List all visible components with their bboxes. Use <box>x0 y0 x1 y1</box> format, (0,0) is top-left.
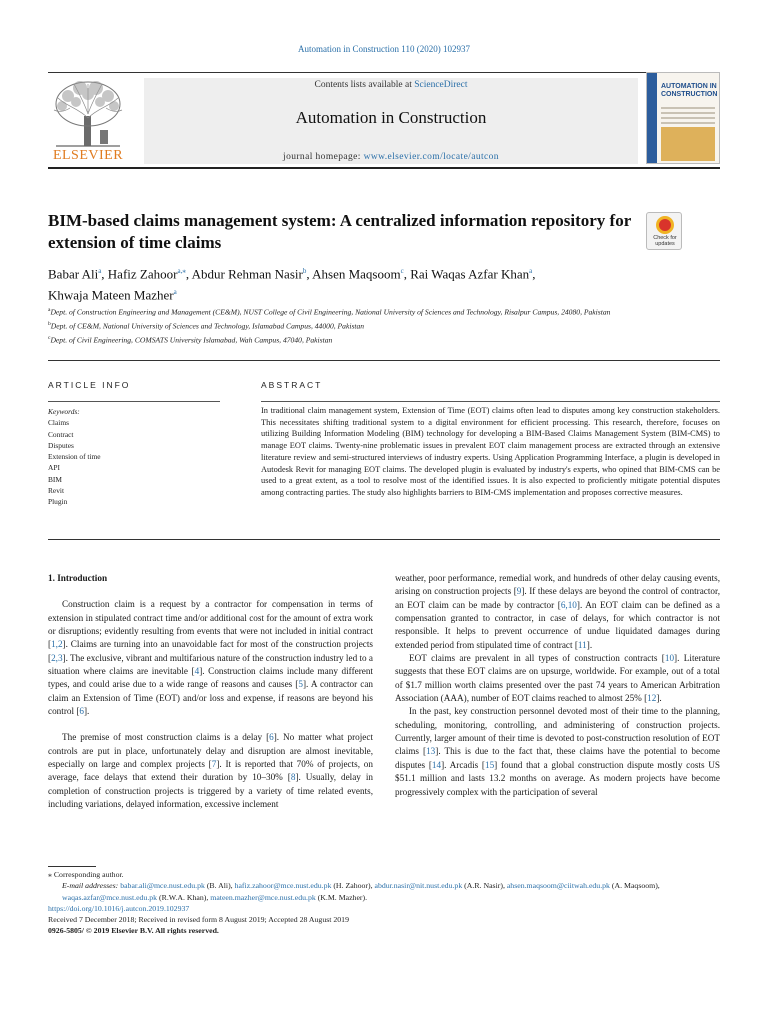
keyword-item[interactable]: Plugin <box>48 497 68 507</box>
body-text: ]. The exclusive, vibrant and multifarious nature of the construction industry led to a situation where claims are inevitable [ <box>48 652 373 677</box>
citation-link[interactable]: 15 <box>484 759 495 770</box>
citation-link[interactable]: 6 <box>79 706 84 717</box>
received-dates: Received 7 December 2018; Received in revised form 8 August 2019; Accepted 28 August 2019 <box>48 915 349 925</box>
keywords-label: Keywords: <box>48 407 80 416</box>
keyword-item[interactable]: API <box>48 463 60 473</box>
masthead-banner <box>144 78 638 164</box>
body-text: In the past, key construction personnel devoted most of their time to the planning, scheduling, monitoring, controlling, and administering of construction projects. Currently, larger amount of their time is devoted to post-construction resolution of EOT claims [ <box>395 706 720 757</box>
intro-paragraph-5 <box>395 705 720 798</box>
author-name[interactable]: Ahsen Maqsoom <box>312 266 401 282</box>
footnote-rule <box>48 866 96 867</box>
masthead <box>48 72 720 168</box>
masthead-top-rule <box>48 72 720 73</box>
citation-link[interactable]: 7 <box>211 759 217 770</box>
body-text: ]. Usually, delay in completion of construction projects is triggered by a variety of time related events, including variations, delayed information, excessive inclement <box>48 772 373 810</box>
elsevier-wordmark: ELSEVIER <box>52 148 124 163</box>
check-updates-label: Check for updates <box>653 235 677 247</box>
abstract-heading: ABSTRACT <box>261 380 323 390</box>
article-title: BIM-based claims management system: A centralized information repository for extension of time claims <box>48 211 631 252</box>
body-text: ]. If these delays are beyond the control of contractor, an EOT claim can be made by contractor [ <box>395 586 720 610</box>
author-affiliation-marker[interactable]: b <box>302 267 307 275</box>
citation-link[interactable]: 2,3 <box>51 652 63 663</box>
author-name[interactable]: Babar Ali <box>48 266 99 282</box>
author-separator: , <box>306 266 313 282</box>
citation-link[interactable]: 6,10 <box>560 599 577 610</box>
keyword-item[interactable]: Revit <box>48 486 65 496</box>
body-text: ]. A contractor can claim an Extension of Time (EOT) and/or loss and expense, if reasons are beyond his control [ <box>48 679 373 717</box>
citation-link[interactable]: 11 <box>577 639 587 650</box>
email-link[interactable]: abdur.nasir@nit.nust.edu.pk <box>374 881 463 891</box>
citation-link[interactable]: 4 <box>194 666 200 677</box>
doi-link[interactable]: https://doi.org/10.1016/j.autcon.2019.102937 <box>48 903 190 913</box>
body-text: ]. Literature suggests that these EOT claims are on upsurge, worldwide. For example, out of a total of $1.7 million worth claims presented over the past 74 years to American Arbitration Association (AAA), number of EOT claims reached to almost 25% [ <box>395 653 720 704</box>
intro-paragraph-2 <box>48 731 373 811</box>
article-info-heading: ARTICLE INFO <box>48 380 131 390</box>
keyword-item[interactable]: BIM <box>48 474 62 484</box>
email-link[interactable]: waqas.azfar@mce.nust.edu.pk <box>62 892 158 902</box>
author-separator: , <box>532 266 536 282</box>
body-text: ] found that a global construction dispute mostly costs US $51.1 million and lasts 13.2 months on average. As modern projects have become progressively complex with the participation of several <box>395 759 720 797</box>
keyword-item[interactable]: Disputes <box>48 440 74 450</box>
author-affiliation-marker[interactable]: a,⁎ <box>177 267 186 275</box>
affiliation-a <box>48 305 678 318</box>
intro-paragraph-3 <box>395 572 720 652</box>
citation-link[interactable]: 5 <box>298 679 303 690</box>
article-info-rule <box>48 401 220 402</box>
contents-prefix: Contents lists available at <box>314 80 415 90</box>
citation-link[interactable]: 6 <box>269 732 274 743</box>
affiliation-text: Dept. of Construction Engineering and Management (CE&M), NUST College of Civil Engineering, National University of Sciences and Technology, Risalpur Campus, 24080, Pakistan <box>50 307 611 317</box>
journal-homepage-link[interactable]: www.elsevier.com/locate/autcon <box>363 152 499 162</box>
citation-link[interactable]: 14 <box>431 759 442 770</box>
body-text: Construction claim is a request by a contractor for compensation in terms of extension in stipulated contract time and/or additional cost for the amount of extra work or disruptions; evidently resulting from events that were not included in initial contract [ <box>48 599 373 650</box>
abstract-text: In traditional claim management system, Extension of Time (EOT) claims often lead to disputes among key construction stakeholders. This necessitates shifting traditional system to a digital environment for efficient processing. This research, therefore, focuses on utilizing Building Information Modeling (BIM) technology for developing a BIM-Based Claims Management System (BIM-CMS) to manage EOT claims. Twenty-nine problematic issues in prevalent EOT claim management process are extracted through an extensive literature review and semi-structured interviews of industry experts. Using Application Programming Interface, a plugin is developed in Autodesk Revit for managing EOT claims. The developed plugin is evaluated by industry's experts, who opined that BIM-CMS can be used to a great extent, as a tool to resolve most of the identified issues. It is also expected to proficiently mitigate potential disputes among contracting parties. The study also highlights barriers to BIM-CMS implementation and proposes corrective measures. <box>261 406 720 497</box>
author-name[interactable]: Abdur Rehman Nasir <box>191 266 303 282</box>
homepage-line <box>144 152 638 162</box>
check-for-updates-button[interactable] <box>646 212 682 250</box>
intro-paragraph-1 <box>48 598 373 718</box>
body-text: ]. It is reported that 70% of projects, on average, face delays that extend their duration by 10–30% [ <box>48 759 373 783</box>
affiliation-marker: a <box>48 307 51 313</box>
body-text: EOT claims are prevalent in all types of construction contracts [ <box>409 653 665 664</box>
body-text: The premise of most construction claims is a delay [ <box>62 732 270 743</box>
body-text: ]. Construction claims include many different types, and could arise due to a wide range of reasons and causes [ <box>48 666 373 690</box>
email-owner: (H. Zahoor), <box>331 881 375 891</box>
body-text: ]. <box>586 639 593 650</box>
author-affiliation-marker[interactable]: a <box>173 288 177 297</box>
affiliation-text: Dept. of Civil Engineering, COMSATS University Islamabad, Wah Campus, 47040, Pakistan <box>50 335 333 345</box>
keyword-item[interactable]: Claims <box>48 418 69 428</box>
journal-reference[interactable]: Automation in Construction 110 (2020) 102937 <box>298 44 470 54</box>
author-separator: , <box>403 266 411 282</box>
affiliation-marker: b <box>48 321 51 328</box>
sciencedirect-link[interactable]: ScienceDirect <box>414 80 468 90</box>
masthead-bottom-rule <box>48 167 720 169</box>
keywords-list <box>48 406 218 508</box>
body-text: ]. Claims are turning into an unavoidable fact for most of the construction projects [ <box>48 639 373 663</box>
body-text: ]. An EOT claim can be defined as a compensation granted to contractor, in case of delays, for which contractor is not responsible. It helps to prevent occurrence of undue liquidated damages during extended period from stipulated time of contract [ <box>395 599 720 650</box>
author-name[interactable]: Rai Waqas Azfar Khan <box>410 266 530 282</box>
affiliations <box>48 305 678 347</box>
author-affiliation-marker[interactable]: a <box>529 267 533 275</box>
copyright-notice: 0926-5805/ © 2019 Elsevier B.V. All rights reserved. <box>48 926 219 936</box>
author-separator: , <box>185 266 192 282</box>
citation-link[interactable]: 13 <box>426 746 436 757</box>
body-text: ]. Arcadis [ <box>441 759 485 770</box>
citation-link[interactable]: 9 <box>516 586 522 597</box>
email-addresses <box>48 880 720 903</box>
email-link[interactable]: ahsen.maqsoom@ciitwah.edu.pk <box>506 881 610 891</box>
journal-cover-thumbnail[interactable] <box>646 72 720 164</box>
email-owner: (A.R. Nasir), <box>462 881 507 891</box>
check-updates-icon <box>656 216 674 234</box>
journal-title: Automation in Construction <box>295 108 487 127</box>
author-name[interactable]: Khwaja Mateen Mazher <box>48 287 174 303</box>
citation-link[interactable]: 12 <box>647 693 657 704</box>
author-affiliation-marker[interactable]: c <box>400 267 404 275</box>
right-column <box>395 572 720 799</box>
email-owner: (K.M. Mazher). <box>315 892 368 902</box>
left-column <box>48 572 373 812</box>
keyword-item[interactable]: Contract <box>48 429 74 439</box>
affiliation-b <box>48 319 678 332</box>
affiliation-marker: c <box>48 335 51 342</box>
affiliation-text: Dept. of CE&M, National University of Sciences and Technology, Islamabad Campus, 44000, Pakistan <box>50 321 365 331</box>
abstract-rule <box>261 401 720 402</box>
keyword-item[interactable]: Extension of time <box>48 452 101 462</box>
contents-line <box>144 80 638 90</box>
email-owner: (B. Ali), <box>204 881 235 891</box>
email-link[interactable]: hafiz.zahoor@mce.nust.edu.pk <box>234 881 332 891</box>
intro-paragraph-4 <box>395 652 720 705</box>
email-link[interactable]: babar.ali@mce.nust.edu.pk <box>120 881 205 891</box>
footnotes <box>48 869 720 937</box>
introduction-heading: 1. Introduction <box>48 573 108 583</box>
email-owner: (R.W.A. Khan), <box>157 892 211 902</box>
body-text: ]. This is due to the fact that, these claims have the potential to become disputes [ <box>395 746 721 770</box>
body-text: weather, poor performance, remedial work, and hundreds of other delay causing events, arising on construction projects [ <box>395 573 720 597</box>
citation-link[interactable]: 8 <box>290 772 296 783</box>
author-list <box>48 262 648 305</box>
author-name[interactable]: Hafiz Zahoor <box>107 266 178 282</box>
citation-link[interactable]: 10 <box>664 653 675 664</box>
author-affiliation-marker[interactable]: a <box>98 267 102 275</box>
header-divider <box>48 360 720 361</box>
body-text: ]. No matter what project controls are put in place, unfortunately delay and disruption are almost inevitable, especially on large and complex projects [ <box>48 732 373 770</box>
email-label: E-mail addresses: <box>62 881 121 891</box>
email-link[interactable]: mateen.mazher@mce.nust.edu.pk <box>210 892 316 902</box>
cover-title: AUTOMATION IN CONSTRUCTION <box>661 83 718 98</box>
email-owner: (A. Maqsoom), <box>609 881 660 891</box>
author-separator: , <box>101 266 108 282</box>
body-text: ]. <box>656 693 662 704</box>
abstract-bottom-divider <box>48 539 720 540</box>
homepage-prefix: journal homepage: <box>283 152 364 162</box>
affiliation-c <box>48 333 678 346</box>
corresponding-author-note: ⁎ Corresponding author. <box>48 870 124 879</box>
citation-link[interactable]: 1,2 <box>51 639 63 650</box>
body-text: ]. <box>83 706 90 717</box>
